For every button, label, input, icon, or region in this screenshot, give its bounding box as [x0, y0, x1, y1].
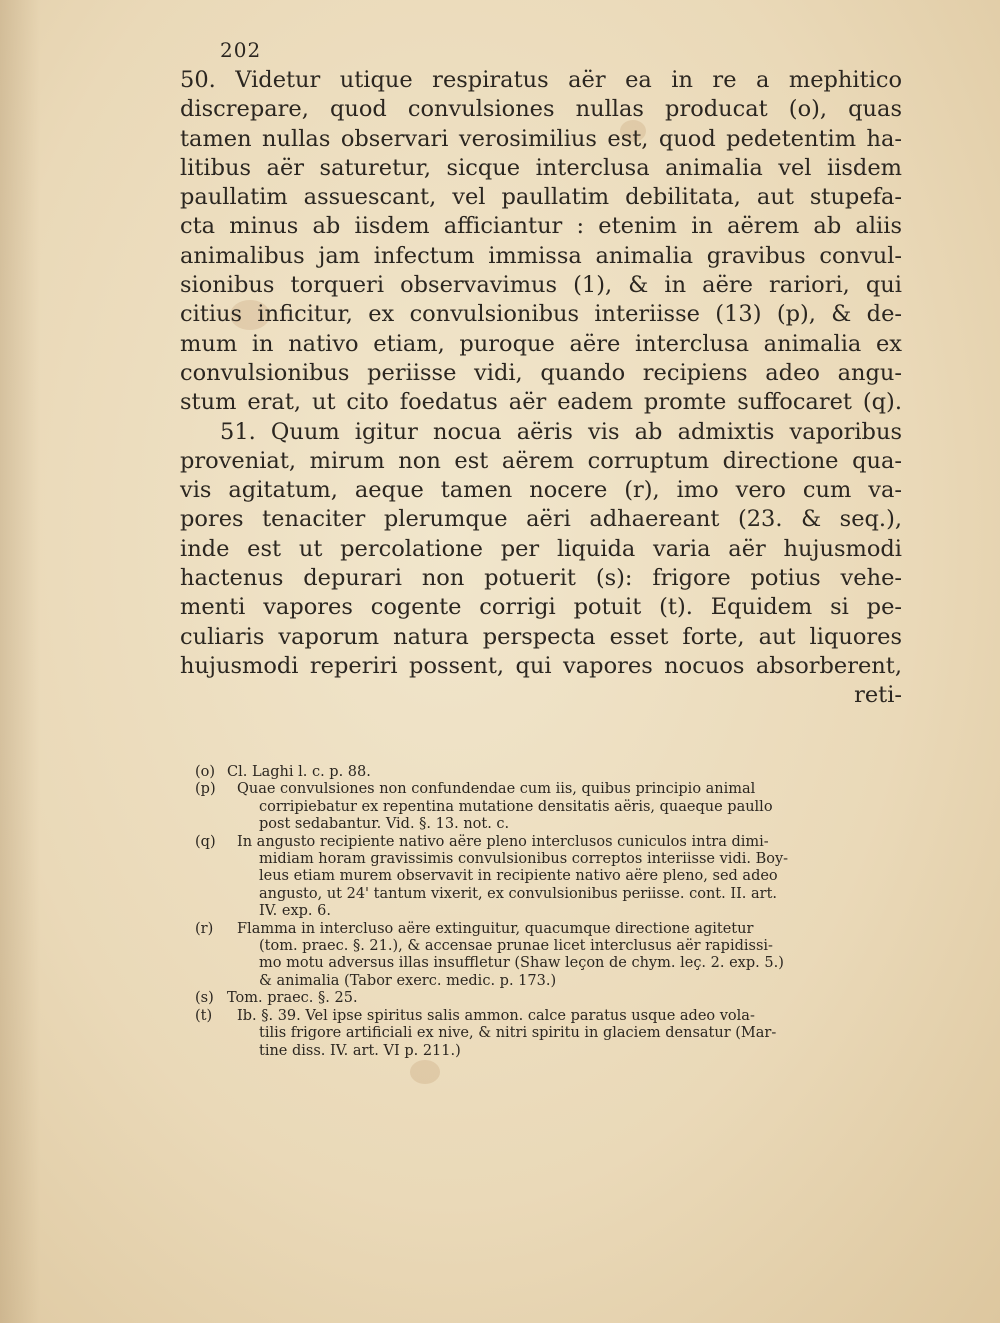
footnote-line: Quae convulsiones non confundendae cum iis, quibus principio animal: [237, 781, 756, 798]
footnote: [195, 764, 900, 781]
footnote-line: leus etiam murem observavit in recipiente nativo aëre pleno, sed adeo: [259, 868, 778, 885]
text-line: tamen nullas observari verosimilius est, quod pedetentim ha-: [180, 125, 902, 152]
footnote-mark: (o): [195, 764, 216, 780]
footnote-line: Ib. §. 39. Vel ipse spiritus salis ammon. calce paratus usque adeo vola-: [237, 1007, 755, 1024]
footnote: [195, 834, 900, 921]
text-line: cta minus ab iisdem afficiantur : etenim in aërem ab aliis: [180, 213, 902, 240]
text-line: 51. Quum igitur nocua aëris vis ab admixtis vaporibus: [220, 418, 902, 445]
footnote-mark: (s): [195, 990, 214, 1007]
text-line: citius inficitur, ex convulsionibus interiisse (13) (p), & de-: [180, 301, 902, 328]
text-line: hujusmodi reperiri possent, qui vapores nocuos absorberent,: [180, 652, 902, 679]
text-line: discrepare, quod convulsiones nullas producat (o), quas: [180, 96, 902, 123]
footnote-line: post sedabantur. Vid. §. 13. not. c.: [259, 816, 510, 833]
footnote-line: tine diss. IV. art. VI p. 211.): [259, 1042, 461, 1059]
page-gutter-shadow: [0, 0, 40, 1323]
footnote-line: IV. exp. 6.: [259, 903, 331, 920]
footnote-mark: (q): [195, 833, 216, 850]
text-line: culiaris vaporum natura perspecta esset forte, aut liquores: [180, 623, 902, 650]
paper-stain: [410, 1060, 440, 1084]
footnotes: [195, 764, 900, 1060]
text-line: proveniat, mirum non est aërem corruptum directione qua-: [180, 447, 902, 474]
text-line: vis agitatum, aeque tamen nocere (r), imo vero cum va-: [180, 477, 902, 504]
catchword: reti-: [854, 682, 902, 709]
footnote-mark: (t): [195, 1007, 213, 1024]
main-text: [180, 66, 902, 711]
footnote: [195, 781, 900, 833]
footnote-line: & animalia (Tabor exerc. medic. p. 173.): [259, 972, 557, 989]
text-line: hactenus depurari non potuerit (s): frigore potius vehe-: [180, 565, 902, 592]
text-line: stum erat, ut cito foedatus aër eadem promte suffocaret (q).: [180, 389, 902, 416]
text-line: inde est ut percolatione per liquida varia aër hujusmodi: [180, 535, 902, 562]
text-line: sionibus torqueri observavimus (1), & in aëre rariori, qui: [180, 272, 902, 299]
text-line: animalibus jam infectum immissa animalia gravibus convul-: [180, 242, 902, 269]
footnote: [195, 921, 900, 991]
footnote: [195, 1008, 900, 1060]
text-line: mum in nativo etiam, puroque aëre interclusa animalia ex: [180, 330, 902, 357]
footnote-mark: (p): [195, 781, 216, 798]
footnote-line: corripiebatur ex repentina mutatione densitatis aëris, quaeque paullo: [259, 798, 773, 815]
footnote-line: tilis frigore artificiali ex nive, & nitri spiritu in glaciem densatur (Mar-: [259, 1025, 777, 1042]
footnote-line: angusto, ut 24' tantum vixerit, ex convulsionibus periisse. cont. II. art.: [259, 885, 778, 902]
footnote-line: Flamma in intercluso aëre extinguitur, quacumque directione agitetur: [237, 920, 754, 937]
footnote: [195, 990, 900, 1007]
footnote-line: mo motu adversus illas insuffletur (Shaw leçon de chym. leç. 2. exp. 5.): [259, 955, 784, 972]
text-line: 50. Videtur utique respiratus aër ea in re a mephitico: [180, 67, 902, 93]
footnote-line: Cl. Laghi l. c. p. 88.: [227, 764, 371, 780]
footnote-line: (tom. praec. §. 21.), & accensae prunae licet interclusus aër rapidissi-: [259, 938, 773, 955]
text-line: paullatim assuescant, vel paullatim debilitata, aut stupefa-: [180, 184, 902, 211]
footnote-line: midiam horam gravissimis convulsionibus correptos interiisse vidi. Boy-: [259, 851, 789, 868]
footnote-line: In angusto recipiente nativo aëre pleno interclusos cuniculos intra dimi-: [237, 833, 769, 850]
page-number: 202: [220, 38, 262, 62]
text-line: pores tenaciter plerumque aëri adhaereant (23. & seq.),: [180, 506, 902, 533]
footnote-line: Tom. praec. §. 25.: [227, 990, 358, 1007]
text-line: convulsionibus periisse vidi, quando recipiens adeo angu-: [180, 359, 902, 386]
text-line: litibus aër saturetur, sicque interclusa animalia vel iisdem: [180, 154, 902, 181]
text-line: menti vapores cogente corrigi potuit (t). Equidem si pe-: [180, 594, 902, 621]
footnote-mark: (r): [195, 920, 214, 937]
